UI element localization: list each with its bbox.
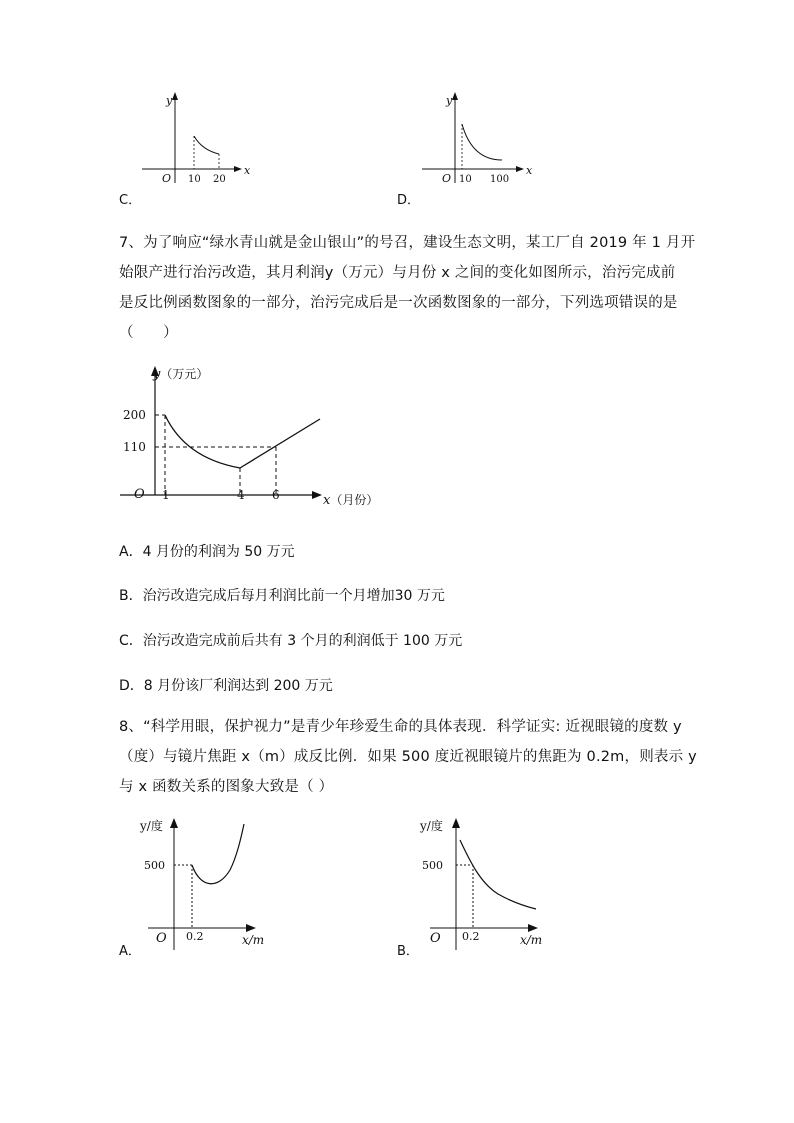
question-8-line-2: （度）与镜片焦距 x（m）成反比例．如果 500 度近视眼镜片的焦距为 0.2m，则表示 y: [119, 749, 697, 765]
origin-label: O: [430, 931, 441, 946]
origin-label: O: [156, 931, 167, 946]
y-tick-110: 110: [123, 440, 146, 454]
question-7-line-1: 7、为了响应“绿水青山就是金山银山”的号召，建设生态文明，某工厂自 2019 年 1 月开: [119, 235, 696, 251]
y-axis-arrow: [452, 92, 458, 100]
question-7-line-4: （ ）: [119, 325, 178, 341]
y-tick-500: 500: [422, 859, 443, 872]
y-axis-arrow: [172, 92, 178, 100]
y-axis-label: y（万元）: [153, 367, 209, 382]
question-8-text: [119, 712, 697, 802]
x-tick-6: 6: [272, 488, 280, 502]
question-7-text: [119, 228, 696, 348]
question-7-choice-a: A．4 月份的利润为 50 万元: [119, 544, 295, 560]
question-7-graph: [110, 358, 400, 513]
y-axis-label: y/度: [140, 819, 163, 833]
x-tick-4: 4: [237, 488, 245, 502]
x-tick-0-2: 0.2: [186, 930, 204, 943]
question-7-choice-b: B．治污改造完成后每月利润比前一个月增加30 万元: [119, 588, 445, 604]
x-axis-label: x/m: [242, 933, 265, 947]
origin-label: O: [442, 172, 452, 185]
origin-label: O: [162, 172, 172, 185]
y-tick-200: 200: [123, 408, 146, 422]
y-axis-label: y/度: [420, 819, 443, 833]
curve: [194, 136, 219, 154]
question-8-option-b-graph: [412, 812, 552, 952]
x-tick-10: 10: [188, 174, 201, 185]
x-axis-label: x: [244, 164, 251, 177]
x-axis-label: x: [526, 164, 533, 177]
x-tick-1: 1: [162, 488, 170, 502]
y-axis-arrow: [170, 818, 178, 828]
curve: [192, 824, 244, 884]
x-axis-arrow: [246, 924, 256, 932]
question-8-line-1: 8、“科学用眼，保护视力”是青少年珍爱生命的具体表现．科学证实: 近视眼镜的度数 y: [119, 719, 682, 735]
option-d-graph: [410, 88, 540, 188]
y-axis-label: y: [166, 94, 173, 107]
option-c-graph: [130, 88, 260, 188]
option-d-label: D．: [397, 193, 421, 208]
question-8-option-a-label: A．: [119, 944, 141, 959]
x-tick-20: 20: [213, 174, 226, 185]
question-8-line-3: 与 x 函数关系的图象大致是（ ）: [119, 779, 334, 795]
x-tick-10: 10: [459, 174, 472, 185]
x-axis-arrow: [312, 491, 322, 499]
x-axis-arrow: [234, 166, 242, 172]
linear-segment: [240, 419, 320, 468]
option-c-label: C．: [119, 193, 142, 208]
x-axis-label: x（月份）: [323, 493, 379, 508]
question-8-option-b-label: B．: [397, 944, 419, 959]
hyperbola-segment: [165, 415, 240, 468]
y-axis-label: y: [446, 94, 453, 107]
x-axis-arrow: [528, 924, 538, 932]
x-axis-label: x/m: [520, 933, 543, 947]
question-7-line-3: 是反比例函数图象的一部分，治污完成后是一次函数图象的一部分，下列选项错误的是: [119, 295, 678, 311]
question-7-line-2: 始限产进行治污改造，其月利润y（万元）与月份 x 之间的变化如图所示，治污完成前: [119, 265, 676, 281]
x-tick-0-2: 0.2: [462, 930, 480, 943]
question-7-choice-d: D．8 月份该厂利润达到 200 万元: [119, 678, 333, 694]
origin-label: O: [134, 487, 145, 502]
y-tick-500: 500: [144, 859, 165, 872]
curve: [462, 124, 502, 160]
y-axis-arrow: [452, 818, 460, 828]
x-axis-arrow: [516, 166, 524, 172]
question-7-choice-c: C．治污改造完成前后共有 3 个月的利润低于 100 万元: [119, 633, 463, 649]
x-tick-100: 100: [490, 174, 510, 185]
question-8-option-a-graph: [130, 812, 265, 952]
curve: [460, 840, 536, 909]
